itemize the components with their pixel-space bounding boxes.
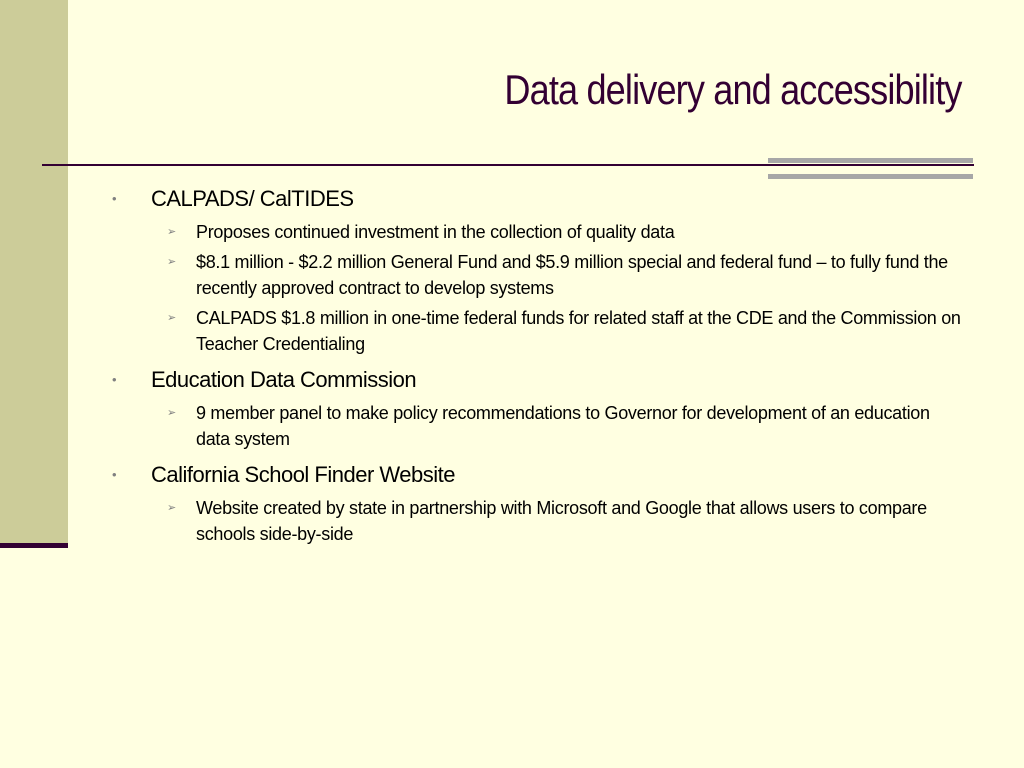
bullet-item xyxy=(108,459,968,491)
arrow-bullet-icon: ➢ xyxy=(167,226,176,238)
bullet-dot-icon: • xyxy=(112,191,117,206)
sub-bullet-item xyxy=(108,495,968,547)
left-decorative-strip xyxy=(0,0,68,545)
bullet-item xyxy=(108,183,968,215)
sub-bullet-text: 9 member panel to make policy recommendations to Governor for development of an education data system xyxy=(196,403,930,449)
bullet-dot-icon: • xyxy=(112,467,117,482)
sub-bullet-text: Proposes continued investment in the collection of quality data xyxy=(196,222,675,242)
arrow-bullet-icon: ➢ xyxy=(167,407,176,419)
sub-bullet-item xyxy=(108,249,968,301)
bullet-item xyxy=(108,364,968,396)
accent-bar-bottom xyxy=(768,174,973,179)
sub-bullet-item xyxy=(108,219,968,245)
arrow-bullet-icon: ➢ xyxy=(167,312,176,324)
sub-bullet-item xyxy=(108,305,968,357)
accent-bar-top xyxy=(768,158,973,163)
left-strip-underline xyxy=(0,543,68,548)
slide-body xyxy=(108,183,968,547)
sub-bullet-text: $8.1 million - $2.2 million General Fund and $5.9 million special and federal fund – to fully fund the recently approved contract to develop systems xyxy=(196,252,948,298)
bullet-dot-icon: • xyxy=(112,372,117,387)
bullet-text: Education Data Commission xyxy=(151,367,417,392)
arrow-bullet-icon: ➢ xyxy=(167,502,176,514)
bullet-text: CALPADS/ CalTIDES xyxy=(151,186,354,211)
sub-bullet-item xyxy=(108,400,968,452)
arrow-bullet-icon: ➢ xyxy=(167,256,176,268)
title-divider xyxy=(42,164,974,166)
sub-bullet-text: CALPADS $1.8 million in one-time federal funds for related staff at the CDE and the Commission on Teacher Credentialing xyxy=(196,308,961,354)
bullet-text: California School Finder Website xyxy=(151,462,455,487)
slide-title: Data delivery and accessibility xyxy=(504,66,962,113)
sub-bullet-text: Website created by state in partnership with Microsoft and Google that allows users to compare schools side-by-side xyxy=(196,498,927,544)
